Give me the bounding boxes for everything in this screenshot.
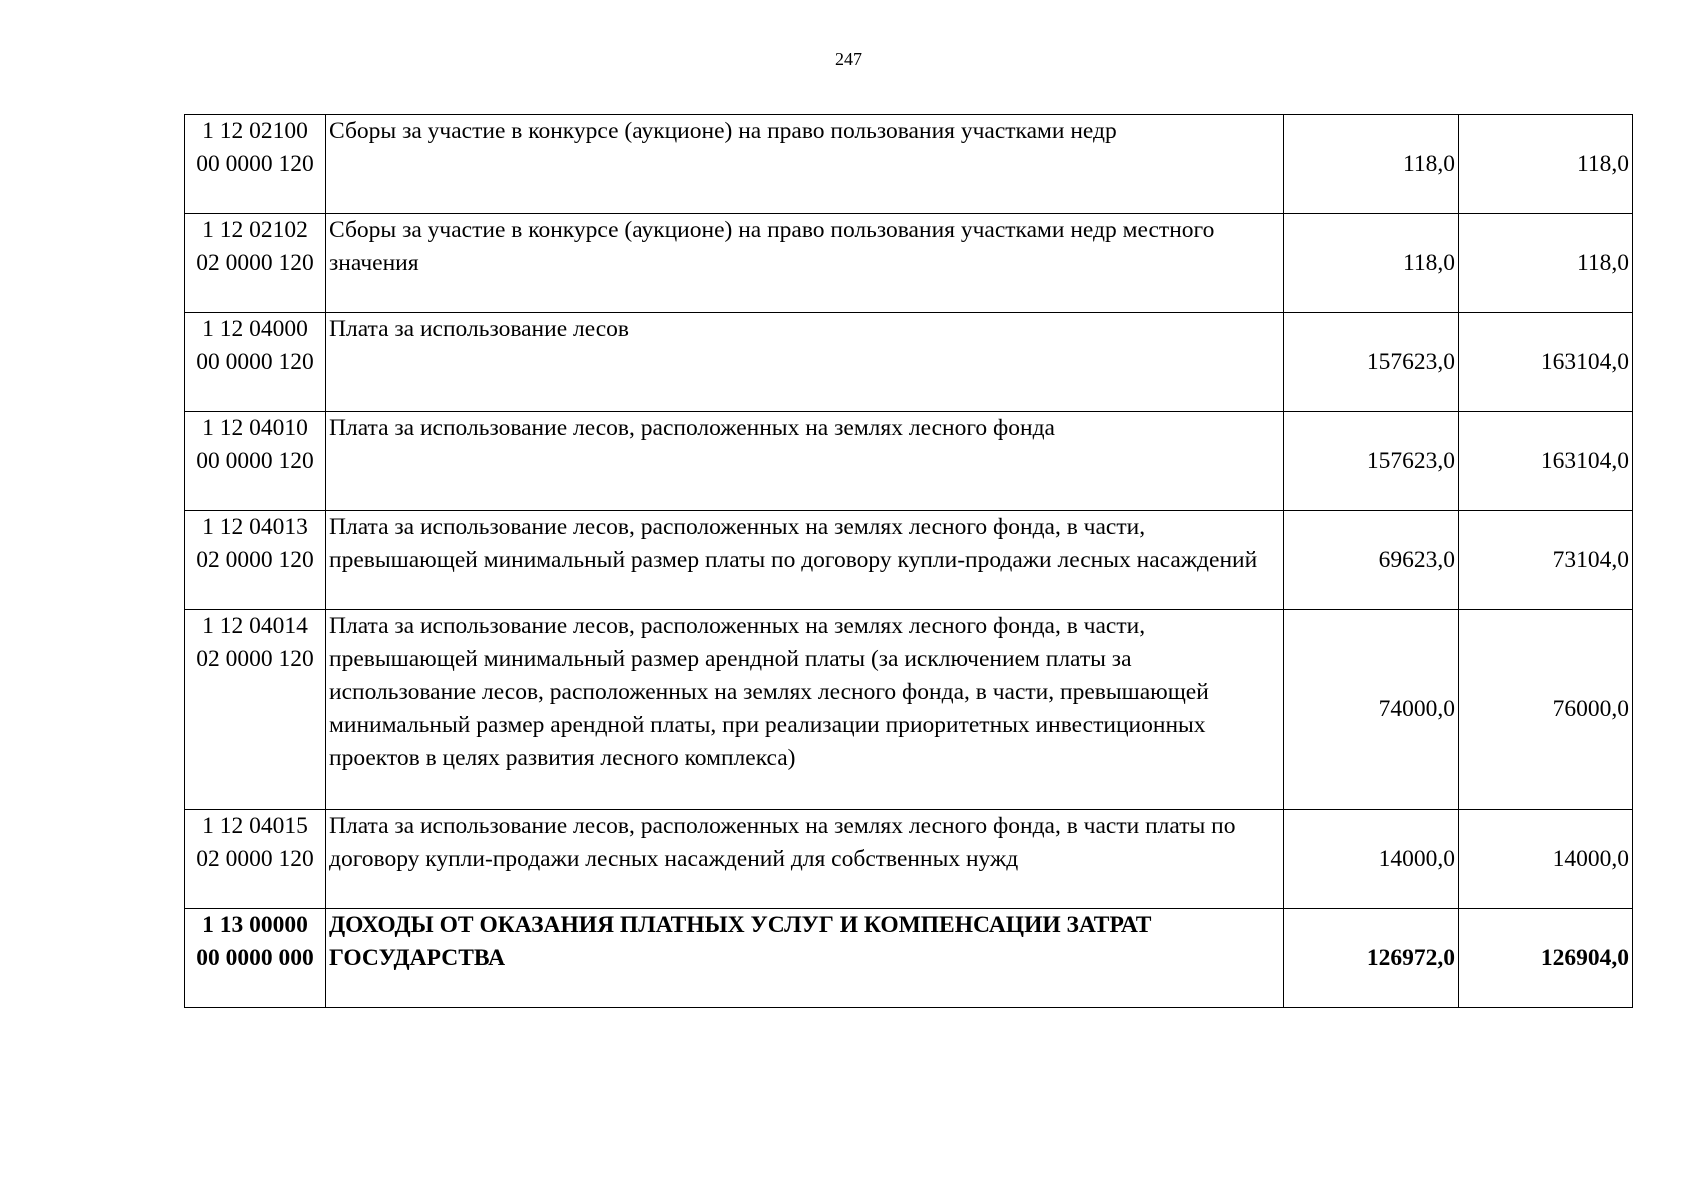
table-row [185,115,1633,214]
income-name: Плата за использование лесов, расположенных на землях лесного фонда, в части, превышающей минимальный размер арендной платы (за исключением платы за использование лесов, расположенных на землях лесного фонда, в части, превышающей минимальный размер арендной платы, при реализации приоритетных инвестиционных проектов в целях развития лесного комплекса) [329,613,1209,771]
value-cell-1: 74000,0 [1284,610,1459,810]
budget-code-cell [185,810,326,909]
budget-code-cell [185,313,326,412]
value-cell-2: 163104,0 [1459,313,1633,412]
budget-code-line: 02 0000 120 [196,646,314,672]
table-row [185,810,1633,909]
income-name: Плата за использование лесов, расположенных на землях лесного фонда [329,415,1055,441]
table-row-section-total [185,909,1633,1008]
income-name: Плата за использование лесов, расположенных на землях лесного фонда, в части, превышающей минимальный размер платы по договору купли-продажи лесных насаждений [329,514,1258,573]
table-row [185,313,1633,412]
value-cell-2: 118,0 [1459,115,1633,214]
budget-code-line: 1 13 00000 [202,912,308,938]
income-name-cell [326,909,1284,1008]
budget-code-line: 1 12 04010 [202,415,308,441]
income-name: Плата за использование лесов [329,316,630,342]
budget-code-line: 00 0000 120 [196,151,314,177]
page-number: 247 [835,49,862,69]
budget-code-line: 1 12 04014 [202,613,308,639]
budget-code-line: 1 12 04000 [202,316,308,342]
value-cell-1: 14000,0 [1284,810,1459,909]
budget-code-line: 02 0000 120 [196,846,314,872]
value-cell-2: 126904,0 [1459,909,1633,1008]
income-name: Плата за использование лесов, расположенных на землях лесного фонда, в части платы по договору купли-продажи лесных насаждений для собственных нужд [329,813,1236,872]
value-cell-1: 126972,0 [1284,909,1459,1008]
income-name-cell [326,511,1284,610]
budget-income-table [184,114,1633,1008]
income-name: ДОХОДЫ ОТ ОКАЗАНИЯ ПЛАТНЫХ УСЛУГ И КОМПЕНСАЦИИ ЗАТРАТ ГОСУДАРСТВА [329,912,1152,971]
budget-code-cell [185,214,326,313]
table-row [185,412,1633,511]
value-cell-1: 69623,0 [1284,511,1459,610]
income-name-cell [326,214,1284,313]
income-name-cell [326,412,1284,511]
value-cell-2: 73104,0 [1459,511,1633,610]
income-name-cell [326,810,1284,909]
income-name: Сборы за участие в конкурсе (аукционе) на право пользования участками недр [329,118,1117,144]
budget-code-line: 00 0000 120 [196,448,314,474]
income-name-cell [326,313,1284,412]
budget-code-cell [185,412,326,511]
budget-code-line: 02 0000 120 [196,250,314,276]
budget-code-line: 00 0000 000 [196,945,314,971]
value-cell-2: 76000,0 [1459,610,1633,810]
budget-code-cell [185,115,326,214]
budget-code-line: 1 12 02102 [202,217,308,243]
table-row [185,214,1633,313]
income-name: Сборы за участие в конкурсе (аукционе) на право пользования участками недр местного значения [329,217,1215,276]
budget-code-cell [185,511,326,610]
table-row [185,610,1633,810]
budget-code-line: 1 12 04015 [202,813,308,839]
income-name-cell [326,610,1284,810]
value-cell-1: 118,0 [1284,115,1459,214]
table-row [185,511,1633,610]
value-cell-1: 157623,0 [1284,313,1459,412]
budget-code-line: 1 12 02100 [202,118,308,144]
value-cell-2: 163104,0 [1459,412,1633,511]
value-cell-1: 118,0 [1284,214,1459,313]
budget-code-line: 02 0000 120 [196,547,314,573]
budget-code-cell [185,610,326,810]
budget-code-cell [185,909,326,1008]
budget-code-line: 00 0000 120 [196,349,314,375]
value-cell-2: 118,0 [1459,214,1633,313]
value-cell-2: 14000,0 [1459,810,1633,909]
budget-code-line: 1 12 04013 [202,514,308,540]
income-name-cell [326,115,1284,214]
value-cell-1: 157623,0 [1284,412,1459,511]
